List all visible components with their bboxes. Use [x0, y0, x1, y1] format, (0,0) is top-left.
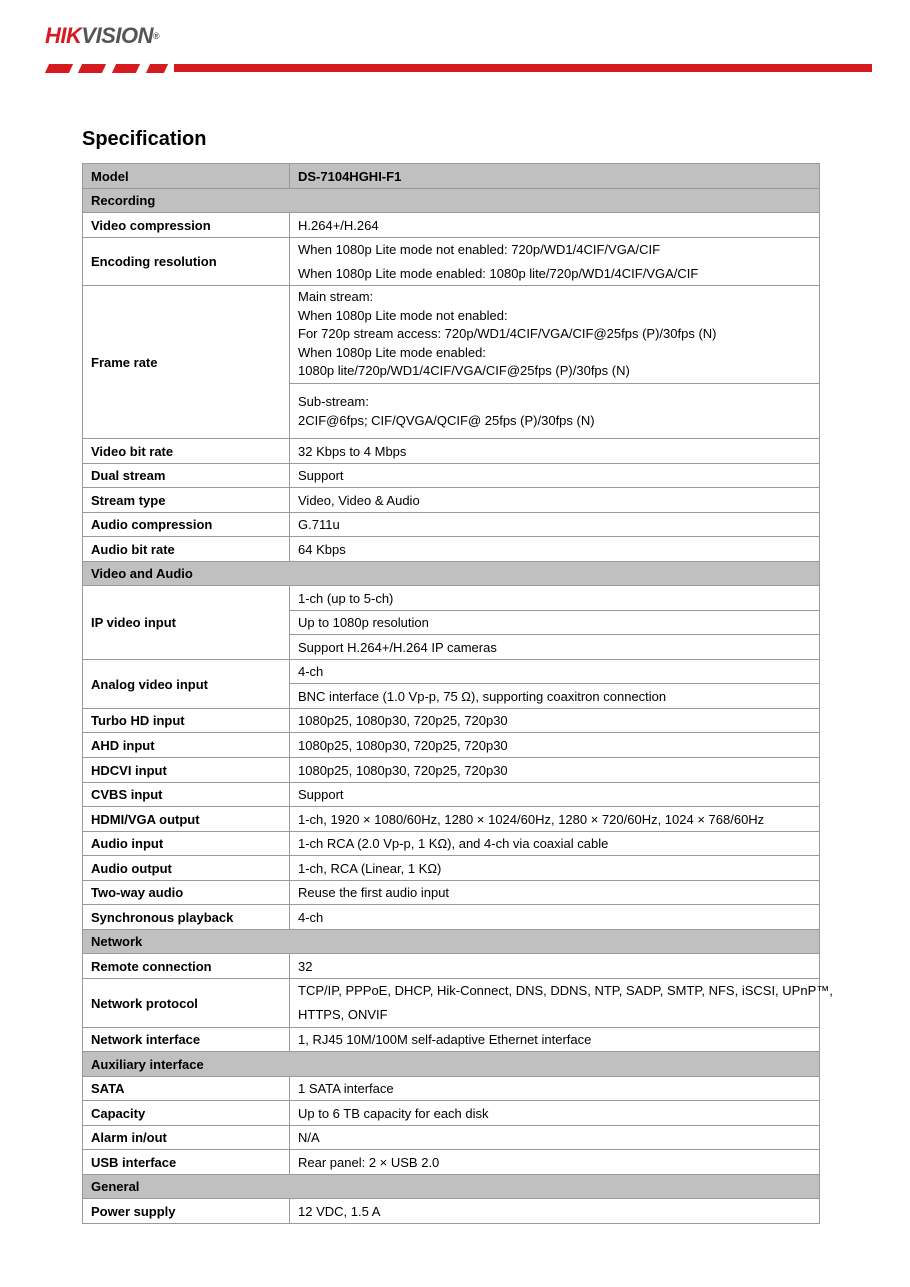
row-value: 1, RJ45 10M/100M self-adaptive Ethernet interface: [290, 1028, 820, 1052]
table-row: [83, 881, 820, 905]
row-label: Video bit rate: [83, 439, 290, 464]
stripe-dash: [112, 64, 140, 73]
table-row: [83, 439, 820, 464]
table-row: [83, 709, 820, 733]
section-row: [83, 1052, 820, 1077]
table-row: [83, 1028, 820, 1052]
row-value: When 1080p Lite mode not enabled: 720p/WD1/4CIF/VGA/CIF: [290, 238, 820, 262]
row-value: 4-ch: [290, 905, 820, 930]
model-label: Model: [83, 164, 290, 189]
section-auxiliary: Auxiliary interface: [83, 1052, 820, 1077]
section-row: [83, 1175, 820, 1199]
table-row: [83, 807, 820, 832]
row-value: BNC interface (1.0 Vp-p, 75 Ω), supporting coaxitron connection: [290, 684, 820, 709]
text-line: TCP/IP, PPPoE, DHCP, Hik-Connect, DNS, DDNS, NTP, SADP, SMTP, NFS, iSCSI, UPnP™,: [298, 983, 833, 998]
table-row: [83, 905, 820, 930]
table-row: [83, 954, 820, 979]
row-value: H.264+/H.264: [290, 213, 820, 238]
table-row: [83, 1150, 820, 1175]
row-label: AHD input: [83, 733, 290, 758]
table-row: [83, 537, 820, 562]
row-value: N/A: [290, 1126, 820, 1150]
table-row: [83, 286, 820, 384]
row-value: 1080p25, 1080p30, 720p25, 720p30: [290, 733, 820, 758]
row-value: Up to 6 TB capacity for each disk: [290, 1101, 820, 1126]
row-label: Remote connection: [83, 954, 290, 979]
row-value: 1080p25, 1080p30, 720p25, 720p30: [290, 758, 820, 783]
model-value: DS-7104HGHI-F1: [290, 164, 820, 189]
table-row: [83, 660, 820, 684]
row-value: Reuse the first audio input: [290, 881, 820, 905]
section-general: General: [83, 1175, 820, 1199]
row-label: Network interface: [83, 1028, 290, 1052]
row-value: 1-ch, 1920 × 1080/60Hz, 1280 × 1024/60Hz, 1280 × 720/60Hz, 1024 × 768/60Hz: [290, 807, 820, 832]
logo-text-red: HIK: [45, 23, 82, 48]
stripe-dash: [146, 64, 168, 73]
section-network: Network: [83, 930, 820, 954]
row-label: Audio output: [83, 856, 290, 881]
hikvision-logo: [45, 24, 159, 48]
row-label: CVBS input: [83, 783, 290, 807]
row-label: Network protocol: [83, 979, 290, 1028]
table-row: [83, 513, 820, 537]
row-value: 1-ch RCA (2.0 Vp-p, 1 KΩ), and 4-ch via coaxial cable: [290, 832, 820, 856]
row-label: Audio input: [83, 832, 290, 856]
text-line: 1080p lite/720p/WD1/4CIF/VGA/CIF@25fps (P)/30fps (N): [298, 363, 630, 379]
text-line: Main stream:: [298, 289, 374, 305]
table-row: [83, 1101, 820, 1126]
table-row: [83, 586, 820, 611]
row-label: Video compression: [83, 213, 290, 238]
table-row: [83, 464, 820, 488]
text-line: Sub-stream:: [298, 394, 369, 409]
text-line: 2CIF@6fps; CIF/QVGA/QCIF@ 25fps (P)/30fps (N): [298, 413, 595, 428]
table-row: [83, 1199, 820, 1224]
text-line: For 720p stream access: 720p/WD1/4CIF/VGA/CIF@25fps (P)/30fps (N): [298, 326, 717, 342]
frame-rate-main: [290, 286, 820, 384]
section-video-audio: Video and Audio: [83, 562, 820, 586]
row-value: 64 Kbps: [290, 537, 820, 562]
row-label: Alarm in/out: [83, 1126, 290, 1150]
row-label: HDCVI input: [83, 758, 290, 783]
row-label: Audio bit rate: [83, 537, 290, 562]
row-value: Support: [290, 783, 820, 807]
row-value: 1-ch (up to 5-ch): [290, 586, 820, 611]
row-value: [290, 979, 833, 1028]
row-label: Audio compression: [83, 513, 290, 537]
logo-text-grey: VISION: [81, 23, 153, 48]
table-row: [83, 979, 820, 1028]
table-row: [83, 1126, 820, 1150]
row-value: Up to 1080p resolution: [290, 611, 820, 635]
row-label: SATA: [83, 1077, 290, 1101]
specification-table: [82, 163, 833, 1224]
text-line: When 1080p Lite mode not enabled:: [298, 307, 508, 323]
row-value: Video, Video & Audio: [290, 488, 820, 513]
page-title: Specification: [82, 128, 207, 150]
row-label: Encoding resolution: [83, 238, 290, 286]
row-value: 1080p25, 1080p30, 720p25, 720p30: [290, 709, 820, 733]
row-label: Dual stream: [83, 464, 290, 488]
table-row: [83, 213, 820, 238]
row-value: Rear panel: 2 × USB 2.0: [290, 1150, 820, 1175]
table-row: [83, 832, 820, 856]
frame-rate-sub: [290, 384, 820, 439]
row-value: Support H.264+/H.264 IP cameras: [290, 635, 820, 660]
section-recording: Recording: [83, 189, 820, 213]
row-label: Two-way audio: [83, 881, 290, 905]
table-row: [83, 1077, 820, 1101]
row-label: HDMI/VGA output: [83, 807, 290, 832]
row-label: Power supply: [83, 1199, 290, 1224]
row-value: 1 SATA interface: [290, 1077, 820, 1101]
row-label: Frame rate: [83, 286, 290, 439]
table-row: [83, 783, 820, 807]
row-label: Synchronous playback: [83, 905, 290, 930]
row-value: 32: [290, 954, 820, 979]
row-value: Support: [290, 464, 820, 488]
section-row: [83, 562, 820, 586]
text-line: HTTPS, ONVIF: [298, 1007, 388, 1022]
table-row: [83, 758, 820, 783]
row-value: G.711u: [290, 513, 820, 537]
row-label: USB interface: [83, 1150, 290, 1175]
table-row: [83, 164, 820, 189]
row-value: 32 Kbps to 4 Mbps: [290, 439, 820, 464]
row-label: Stream type: [83, 488, 290, 513]
header-bar: [174, 64, 872, 72]
registered-mark: ®: [152, 31, 160, 41]
row-value: When 1080p Lite mode enabled: 1080p lite/720p/WD1/4CIF/VGA/CIF: [290, 262, 820, 286]
stripe-dash: [45, 64, 73, 73]
text-line: When 1080p Lite mode enabled:: [298, 344, 486, 360]
row-label: IP video input: [83, 586, 290, 660]
table-row: [83, 733, 820, 758]
row-label: Capacity: [83, 1101, 290, 1126]
row-label: Turbo HD input: [83, 709, 290, 733]
stripe-dash: [78, 64, 106, 73]
row-value: 4-ch: [290, 660, 820, 684]
table-row: [83, 488, 820, 513]
table-row: [83, 856, 820, 881]
table-row: [83, 238, 820, 262]
section-row: [83, 189, 820, 213]
section-row: [83, 930, 820, 954]
row-value: 12 VDC, 1.5 A: [290, 1199, 820, 1224]
row-label: Analog video input: [83, 660, 290, 709]
row-value: 1-ch, RCA (Linear, 1 KΩ): [290, 856, 820, 881]
